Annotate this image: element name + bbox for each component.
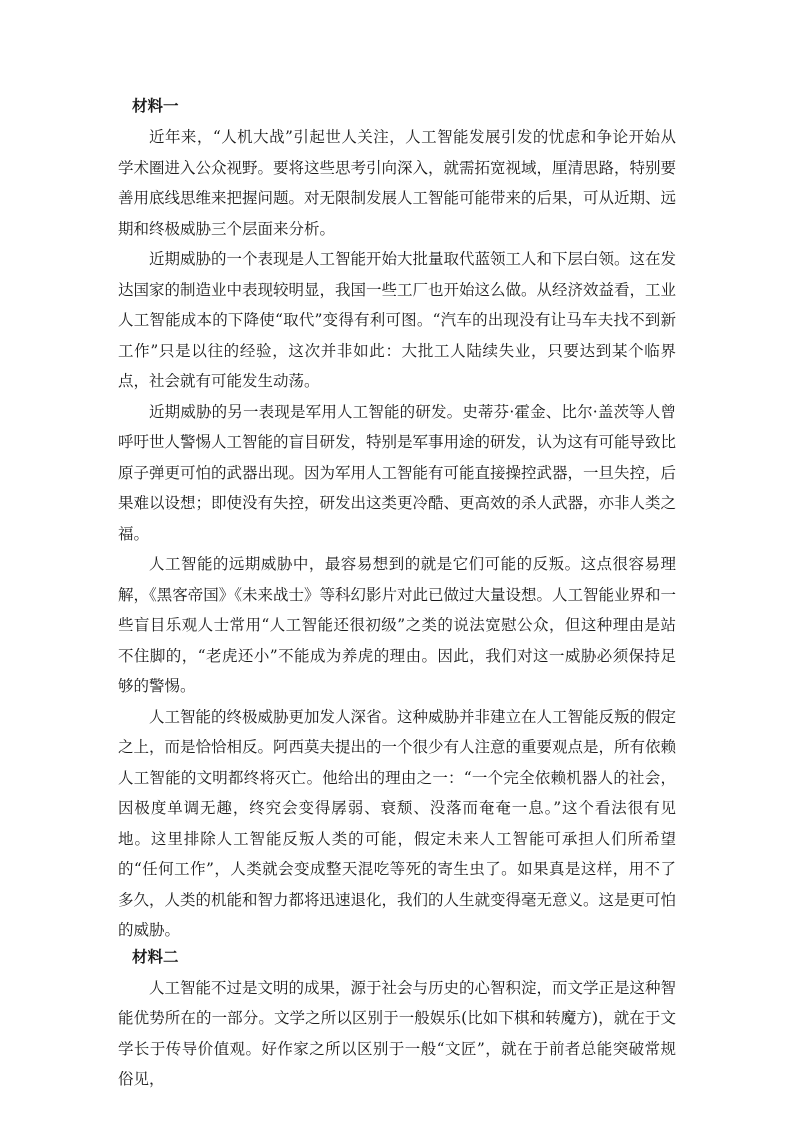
paragraph: 人工智能的终极威胁更加发人深省。这种威胁并非建立在人工智能反叛的假定之上，而是恰恰相反。阿西莫夫提出的一个很少有人注意的重要观点是，所有依赖人工智能的文明都终将灭亡。他给出的理由之一：“一个完全依赖机器人的社会，因极度单调无趣，终究会变得孱弱、衰颓、没落而奄奄一息。”这个看法很有见地。这里排除人工智能反叛人类的可能，假定未来人工智能可承担人们所希望的“任何工作”，人类就会变成整天混吃等死的寄生虫了。如果真是这样，用不了多久，人类的机能和智力都将迅速退化，我们的人生就变得毫无意义。这是更可怕的威胁。	[118, 707, 677, 939]
paragraph: 近期威胁的另一表现是军用人工智能的研发。史蒂芬·霍金、比尔·盖茨等人曾呼吁世人警惕人工智能的盲目研发，特别是军事用途的研发，认为这有可能导致比原子弹更可怕的武器出现。因为军用人工智能有可能直接操控武器，一旦失控，后果难以设想；即使没有失控，研发出这类更冷酷、更高效的杀人武器，亦非人类之福。	[118, 402, 677, 543]
paragraph: 近年来，“人机大战”引起世人关注，人工智能发展引发的忧虑和争论开始从学术圈进入公众视野。要将这些思考引向深入，就需拓宽视域，厘清思路，特别要善用底线思维来把握问题。对无限制发展人工智能可能带来的后果，可从近期、远期和终极威胁三个层面来分析。	[118, 128, 677, 238]
section-material-1	[118, 95, 676, 946]
paragraph: 人工智能的远期威胁中，最容易想到的就是它们可能的反叛。这点很容易理解，《黑客帝国》《未来战士》等科幻影片对此已做过大量设想。人工智能业界和一些盲目乐观人士常用“人工智能还很初级”之类的说法宽慰公众，但这种理由是站不住脚的，“老虎还小”不能成为养虎的理由。因此，我们对这一威胁必须保持足够的警惕。	[118, 555, 677, 695]
paragraph: 人工智能不过是文明的成果，源于社会与历史的心智积淀，而文学正是这种智能优势所在的一部分。文学之所以区别于一般娱乐(比如下棋和转魔方)，就在于文学长于传导价值观。好作家之所以区别于一般“文匠”，就在于前者总能突破常规俗见，	[118, 978, 677, 1088]
section-heading: 材料二	[132, 947, 179, 966]
paragraph: 近期威胁的一个表现是人工智能开始大批量取代蓝领工人和下层白领。这在发达国家的制造业中表现较明显，我国一些工厂也开始这么做。从经济效益看，工业人工智能成本的下降使“取代”变得有利可图。“汽车的出现没有让马车夫找不到新工作”只是以往的经验，这次并非如此：大批工人陆续失业，只要达到某个临界点，社会就有可能发生动荡。	[118, 250, 677, 390]
section-heading: 材料一	[132, 97, 179, 115]
section-material-2	[118, 946, 676, 1095]
